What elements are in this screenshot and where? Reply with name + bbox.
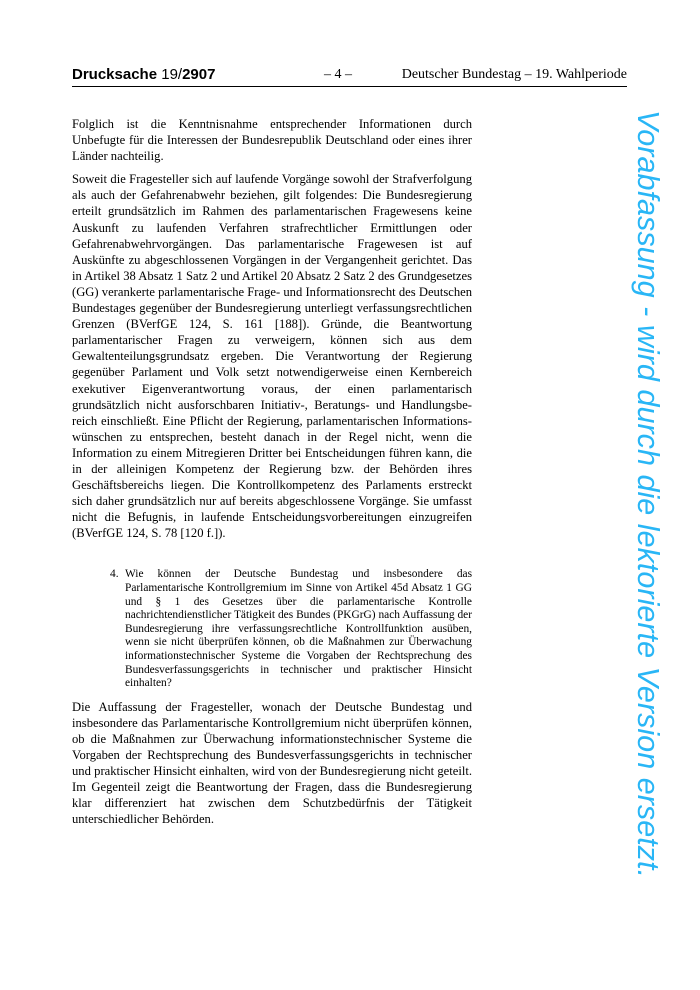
paragraph-2: Soweit die Fragesteller sich auf laufende Vorgänge sowohl der Strafverfolgung als auch der Gefahrenabwehr beziehen, gilt folgendes: Die Bundesregierung erteilt grundsätzlich im Rahmen des parlamentarischen Fragewesens keine Auskunft zu laufenden Verfahren strafrechtlicher Ermittlungen oder Gefahrenabwehrvorgängen. Das parlamentarische Fragewesen ist auf Auskünfte zu abgeschlossenen Vorgängen in der Vergangenheit gerichtet. Das in Artikel 38 Absatz 1 Satz 2 und Artikel 20 Absatz 2 Satz 2 des Grundgesetzes (GG) verankerte parlamentarische Frage- und Informationsrecht des Deutschen Bundestages gegenüber der Bundesregierung unterliegt verfassungsrechtlichen Grenzen (BVerfGE 124, S. 161 [188]). Gründe, die Beantwortung parlamentarischer Fragen zu verweigern, können sich aus dem Gewaltenteilungsgrundsatz ergeben. Die Verantwortung der Regierung gegenüber Parlament und Volk setzt notwendigerweise einen Kernbereich exekutiver Eigenverantwortung voraus, der einen parlamentarisch grundsätzlich nicht ausforschbaren Initiativ-, Beratungs- und Handlungsbereich einschließt. Eine Pflicht der Regierung, parlamentarischen Informationswünschen zu entsprechen, besteht danach in der Regel nicht, wenn die Information zu einem Mitregieren Dritter bei Entscheidungen führen kann, die in der alleinigen Kompetenz der Regierung bzw. der Behörden ihres Geschäftsbereichs liegen. Die Kontrollkompetenz des Parlaments erstreckt sich daher grundsätzlich nur auf bereits abgeschlossene Vorgänge. Sie umfasst nicht die Befugnis, in laufende Entscheidungsvorbereitungen einzugreifen (BVerfGE 124, S. 78 [120 f.]). [72, 172, 472, 541]
question-number: 4. [110, 568, 119, 581]
document-number-main: 2907 [182, 66, 216, 83]
document-number-prefix: 19/ [161, 66, 183, 83]
document-label: Drucksache [72, 66, 158, 83]
question-text: Wie können der Deutsche Bundestag und insbesondere das Parlamentarische Kontrollgremium im Sinne von Artikel 45d Absatz 1 GG und § 1 des Gesetzes über die parlamentarische Kontrolle nachrichtendienstlicher Tätigkeit des Bundes (PKGrG) nach Auffassung der Bundesregierung ihre verfassungsrechtliche Kontrollfunktion ausüben, wenn sie nicht überprüfen können, ob die Maßnahmen zur Überwachung informationstechnischer Systeme die Vorgaben der Rechtsprechung des Bundesverfassungsgerichts in technischer und praktischer Hinsicht einhalten? [125, 568, 472, 690]
document-body [72, 116, 472, 835]
question-block [72, 568, 472, 690]
publisher: Deutscher Bundestag – 19. Wahlperiode [401, 67, 627, 82]
answer-paragraph: Die Auffassung der Fragesteller, wonach der Deutsche Bundestag und insbesondere das Parlamentarische Kontrollgremium nicht überprüfen können, ob die Maßnahmen zur Überwachung informationstechnischer Systeme die Vorgaben der Rechtsprechung des Bundesverfassungsgerichts in technischer und praktischer Hinsicht einhalten, wird von der Bundesregierung nicht geteilt. Im Gegenteil zeigt die Beantwortung der Fragen, dass die Bundesregierung klar differenziert hat zwischen dem Schutzbedürfnis der Tätigkeit unterschiedlicher Behörden. [72, 699, 472, 827]
page-number: – 4 – [324, 67, 352, 82]
page-header [72, 66, 627, 87]
paragraph-1: Folglich ist die Kenntnisnahme entsprechender Informationen durch Unbefugte für die Interessen der Bundesrepublik Deutschland oder eines ihrer Länder nachteilig. [72, 117, 472, 164]
draft-watermark: Vorabfassung - wird durch die lektorierte Version ersetzt. [631, 110, 665, 879]
document-number [72, 66, 215, 83]
